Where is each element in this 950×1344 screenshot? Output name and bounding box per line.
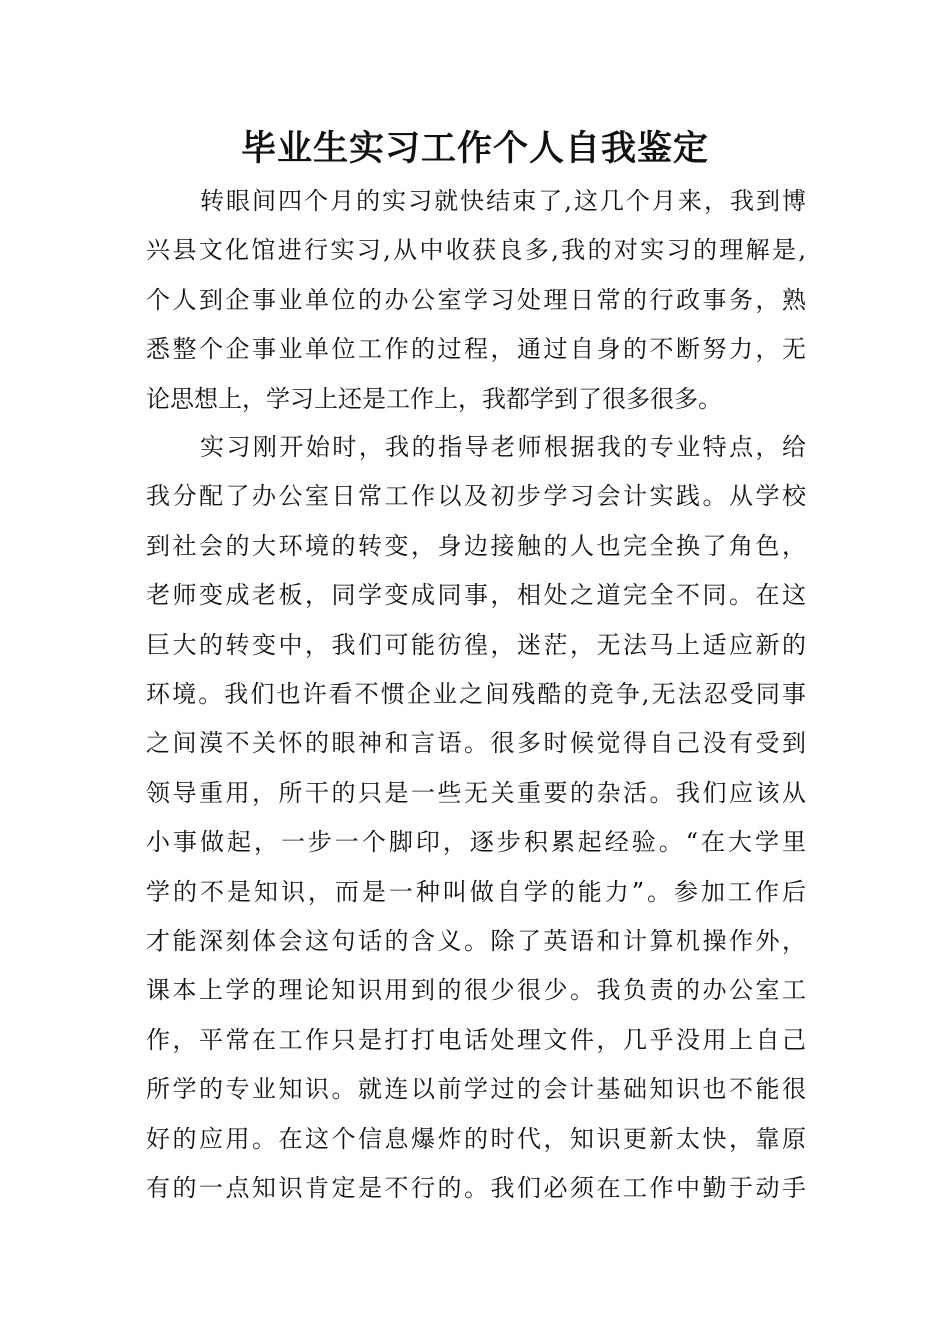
text-line: 课本上学的理论知识用到的很少很少。我负责的办公室工 [146,976,806,1005]
text-line: 个人到企事业单位的办公室学习处理日常的行政事务，熟 [146,285,806,314]
text-line: 所学的专业知识。就连以前学过的会计基础知识也不能很 [146,1075,806,1104]
text-line: 才能深刻体会这句话的含义。除了英语和计算机操作外， [146,927,806,956]
text-line: 有的一点知识肯定是不行的。我们必须在工作中勤于动手 [146,1174,806,1203]
text-line: 到社会的大环境的转变，身边接触的人也完全换了角色， [146,531,806,560]
text-line: 领导重用，所干的只是一些无关重要的杂活。我们应该从 [146,778,806,807]
text-line: 兴县文化馆进行实习,从中收获良多,我的对实习的理解是, [146,236,806,265]
paragraph-2 [146,423,806,1214]
text-line: 老师变成老板，同学变成同事，相处之道完全不同。在这 [146,581,806,610]
text-line: 小事做起，一步一个脚印，逐步积累起经验。“在大学里 [146,828,806,857]
text-line: 转眼间四个月的实习就快结束了,这几个月来，我到博 [200,187,806,215]
paragraph-1 [146,177,806,424]
text-line: 实习刚开始时，我的指导老师根据我的专业特点，给 [200,433,806,461]
text-line: 作，平常在工作只是打打电话处理文件，几乎没用上自己 [146,1025,806,1054]
text-line: 论思想上，学习上还是工作上，我都学到了很多很多。 [146,384,722,413]
text-line: 环境。我们也许看不惯企业之间残酷的竞争,无法忍受同事 [146,680,806,709]
text-line: 悉整个企事业单位工作的过程，通过自身的不断努力，无 [146,335,806,364]
text-line: 学的不是知识，而是一种叫做自学的能力”。参加工作后 [146,877,806,906]
text-line: 之间漠不关怀的眼神和言语。很多时候觉得自己没有受到 [146,729,806,758]
document-title: 毕业生实习工作个人自我鉴定 [240,128,709,169]
text-line: 巨大的转变中，我们可能彷徨，迷茫，无法马上适应新的 [146,630,806,659]
text-line: 我分配了办公室日常工作以及初步学习会计实践。从学校 [146,482,806,511]
text-line: 好的应用。在这个信息爆炸的时代，知识更新太快，靠原 [146,1124,806,1153]
